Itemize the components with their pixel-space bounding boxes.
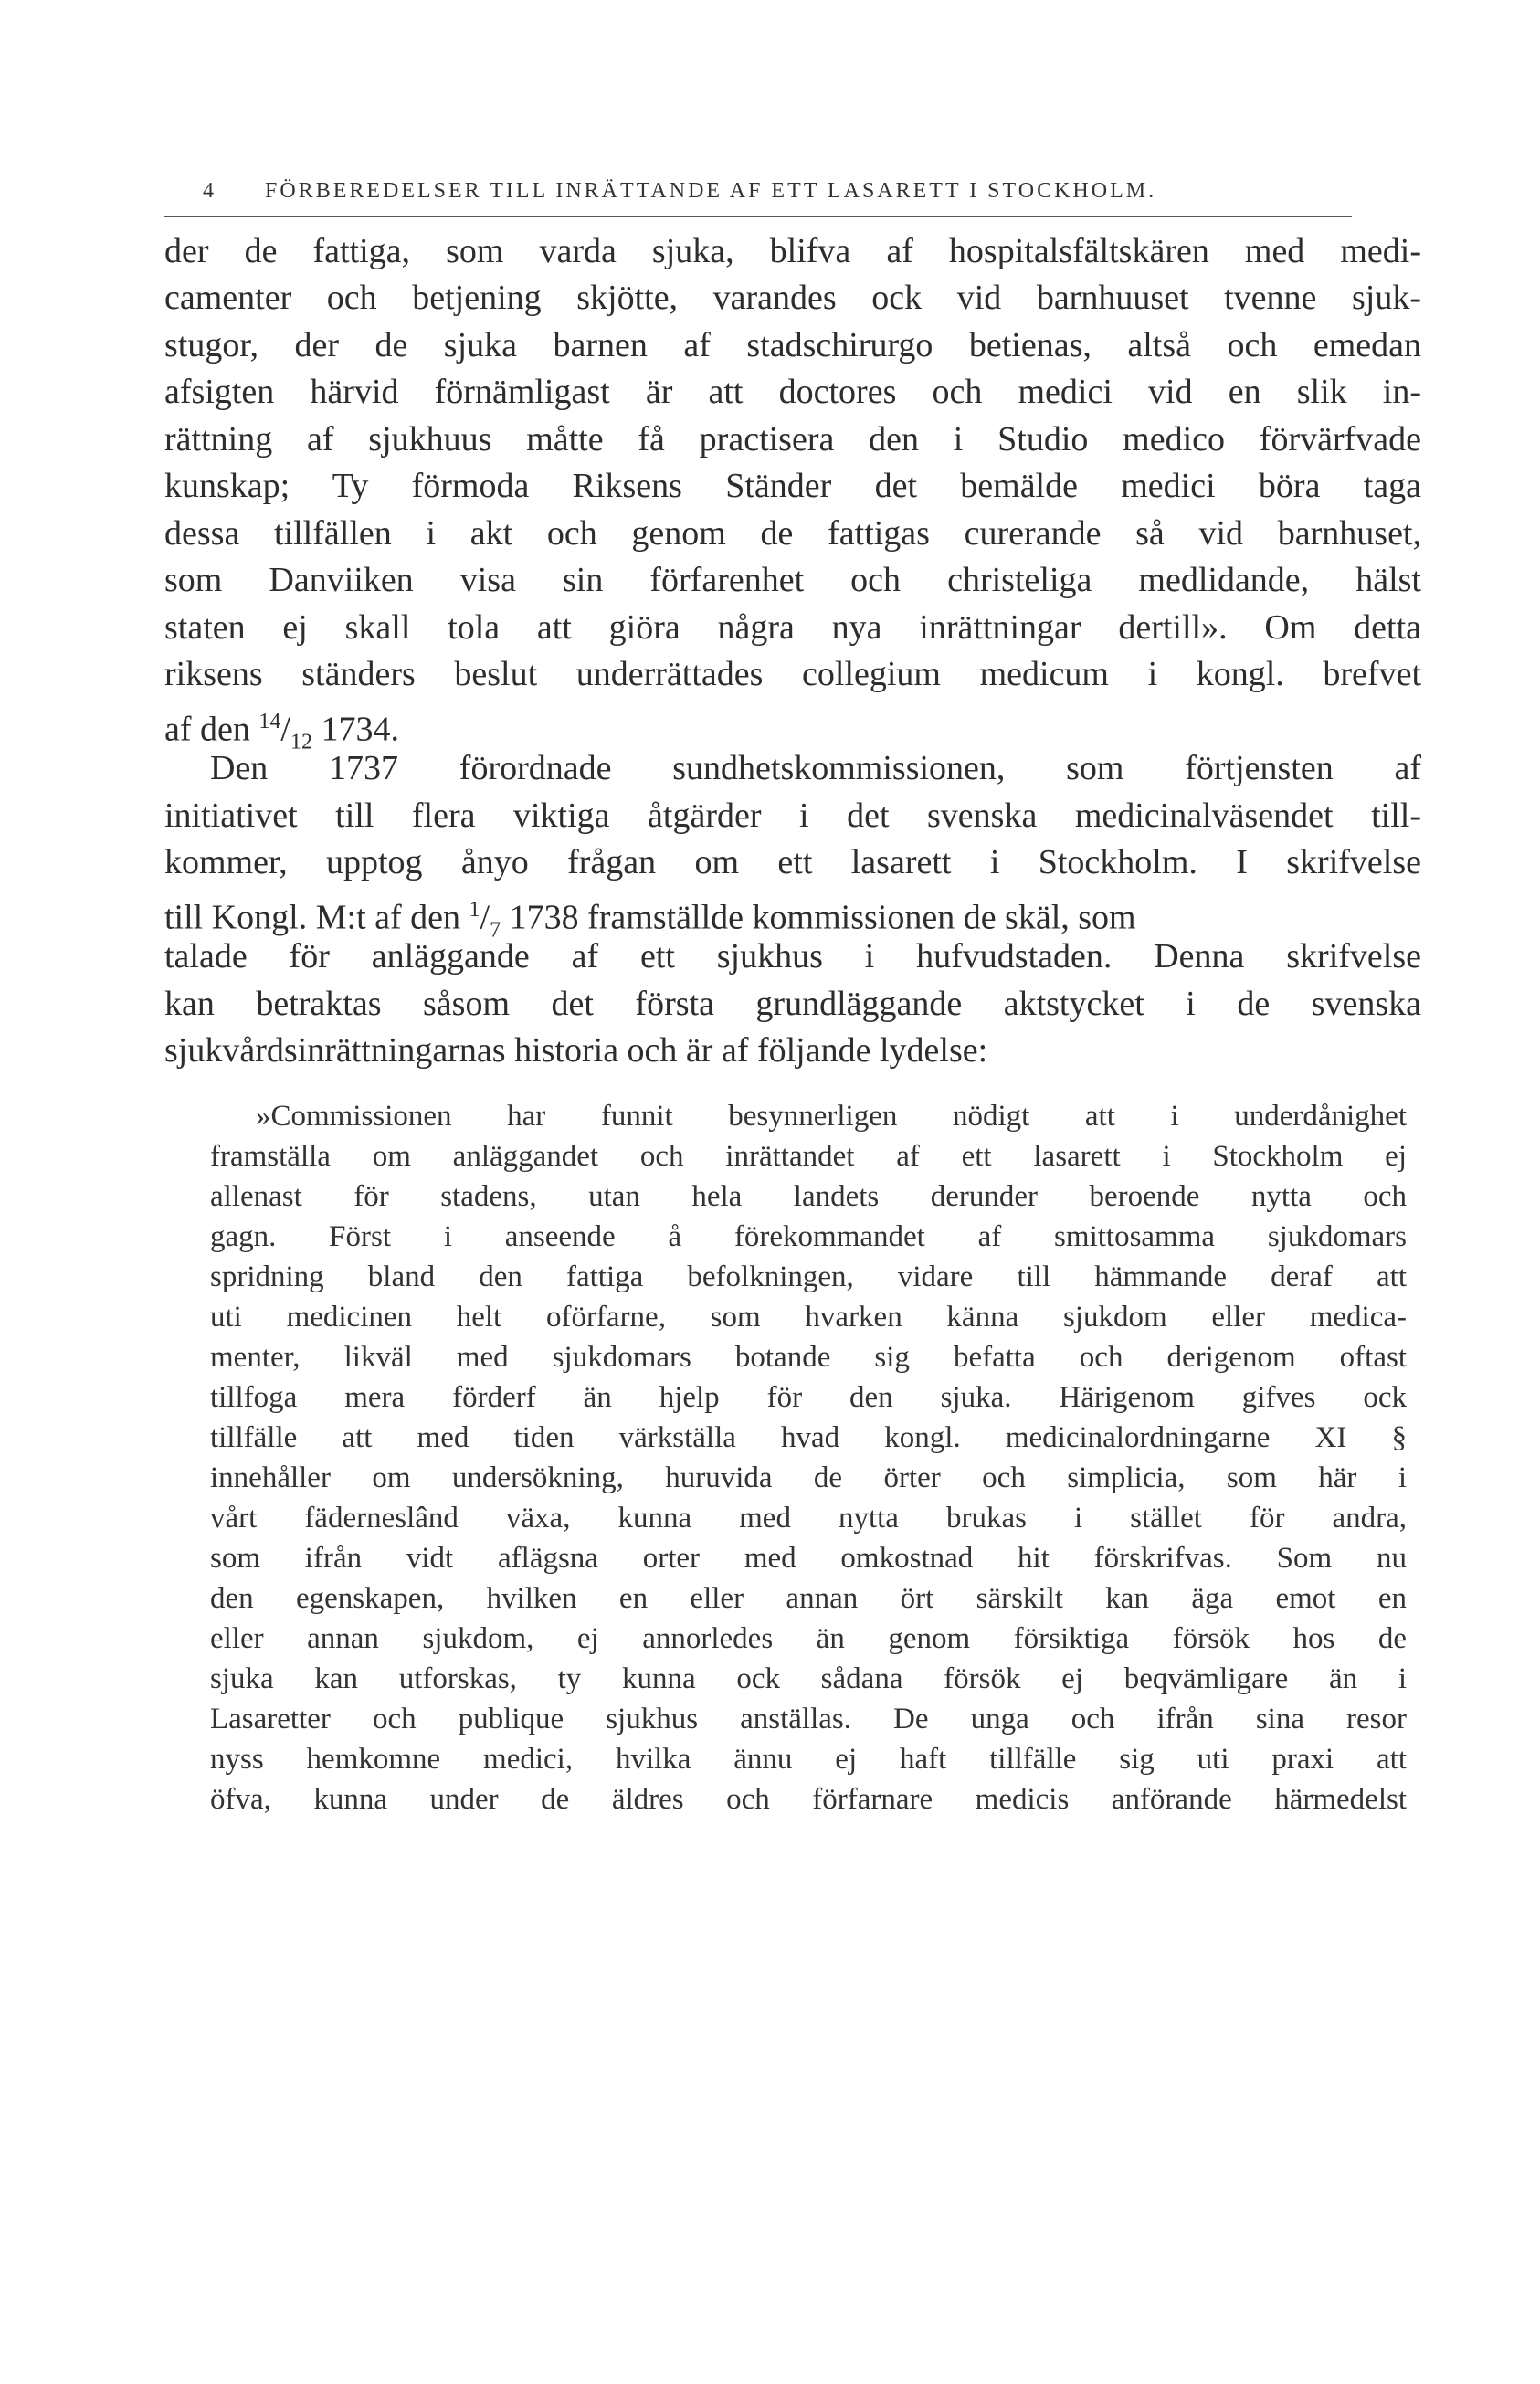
body-line: camenter och betjening skjötte, varandes ock vid barnhuuset tvenne sjuk- — [164, 279, 1421, 317]
quote-line: eller annan sjukdom, ej annorledes än genom försiktiga försök hos de — [210, 1622, 1407, 1655]
fraction-denominator: 7 — [490, 918, 501, 943]
quote-line: nyss hemkomne medici, hvilka ännu ej haft tillfälle sig uti praxi att — [210, 1743, 1407, 1776]
body-line: rättning af sjukhuus måtte få practisera den i Studio medico förvärfvade — [164, 420, 1421, 459]
quote-line: gagn. Först i anseende å förekommandet af smittosamma sjukdomars — [210, 1220, 1407, 1253]
quote-line: Lasaretter och publique sjukhus anställas. De unga och ifrån sina resor — [210, 1703, 1407, 1735]
fraction-numerator: 1 — [469, 898, 480, 922]
body-line: Den 1737 förordnade sundhetskommissionen, som förtjensten af — [210, 749, 1421, 787]
header-title: FÖRBEREDELSER TILL INRÄTTANDE AF ETT LASARETT I STOCKHOLM. — [265, 179, 1157, 203]
quote-line: innehåller om undersökning, huruvida de örter och simplicia, som här i — [210, 1461, 1407, 1494]
quote-line: öfva, kunna under de äldres och förfarnare medicis anförande härmedelst — [210, 1783, 1407, 1816]
quote-line: menter, likväl med sjukdomars botande sig befatta och derigenom oftast — [210, 1341, 1407, 1374]
quote-line: allenast för stadens, utan hela landets derunder beroende nytta och — [210, 1180, 1407, 1213]
quote-line: tillfoga mera förderf än hjelp för den sjuka. Härigenom gifves ock — [210, 1381, 1407, 1414]
quote-line: tillfälle att med tiden värkställa hvad kongl. medicinalordningarne XI § — [210, 1421, 1407, 1454]
running-head — [203, 179, 1363, 210]
body-line: afsigten härvid förnämligast är att doctores och medici vid en slik in- — [164, 373, 1421, 411]
date-suffix: 1734. — [311, 710, 399, 749]
fraction-denominator: 12 — [290, 730, 312, 754]
quote-line: uti medicinen helt oförfarne, som hvarken känna sjukdom eller medica- — [210, 1301, 1407, 1334]
body-line: riksens ständers beslut underrättades collegium medicum i kongl. brefvet — [164, 655, 1421, 693]
body-line: der de fattiga, som varda sjuka, blifva af hospitalsfältskären med medi- — [164, 232, 1421, 270]
body-line: stugor, der de sjuka barnen af stadschirurgo betienas, altså och emedan — [164, 326, 1421, 364]
fraction-slash: / — [480, 898, 490, 937]
body-line: kunskap; Ty förmoda Riksens Ständer det bemälde medici böra taga — [164, 467, 1421, 505]
body-line: som Danviiken visa sin förfarenhet och christeliga medlidande, hälst — [164, 561, 1421, 599]
date-prefix: till Kongl. M:t af den — [164, 898, 469, 937]
quote-line: den egenskapen, hvilken en eller annan ört särskilt kan äga emot en — [210, 1582, 1407, 1615]
date-prefix: af den — [164, 710, 259, 749]
header-rule — [164, 216, 1352, 217]
body-line: dessa tillfällen i akt och genom de fattigas curerande så vid barnhuset, — [164, 514, 1421, 553]
body-line: kan betraktas såsom det första grundläggande aktstycket i de svenska — [164, 985, 1421, 1023]
fraction-slash: / — [280, 710, 290, 749]
page-number: 4 — [203, 179, 216, 203]
body-line: staten ej skall tola att giöra några nya inrättningar dertill». Om detta — [164, 608, 1421, 647]
body-line: sjukvårdsinrättningarnas historia och är af följande lydelse: — [164, 1031, 988, 1070]
body-line: kommer, upptog ånyo frågan om ett lasarett i Stockholm. I skrifvelse — [164, 843, 1421, 881]
fraction-numerator: 14 — [258, 710, 281, 733]
quote-line: spridning bland den fattiga befolkningen, vidare till hämmande deraf att — [210, 1261, 1407, 1293]
quote-line: som ifrån vidt aflägsna orter med omkostnad hit förskrifvas. Som nu — [210, 1542, 1407, 1575]
quote-line: framställa om anläggandet och inrättandet af ett lasarett i Stockholm ej — [210, 1140, 1407, 1173]
body-line: initiativet till flera viktiga åtgärder i det svenska medicinalväsendet till- — [164, 796, 1421, 835]
quote-line: sjuka kan utforskas, ty kunna ock sådana försök ej beqvämligare än i — [210, 1662, 1407, 1695]
date-suffix: 1738 framställde kommissionen de skäl, som — [501, 898, 1136, 937]
body-line: talade för anläggande af ett sjukhus i hufvudstaden. Denna skrifvelse — [164, 937, 1421, 976]
quote-line: »Commissionen har funnit besynnerligen nödigt att i underdånighet — [256, 1100, 1407, 1133]
quote-line: vårt fäderneslând växa, kunna med nytta brukas i stället för andra, — [210, 1502, 1407, 1535]
